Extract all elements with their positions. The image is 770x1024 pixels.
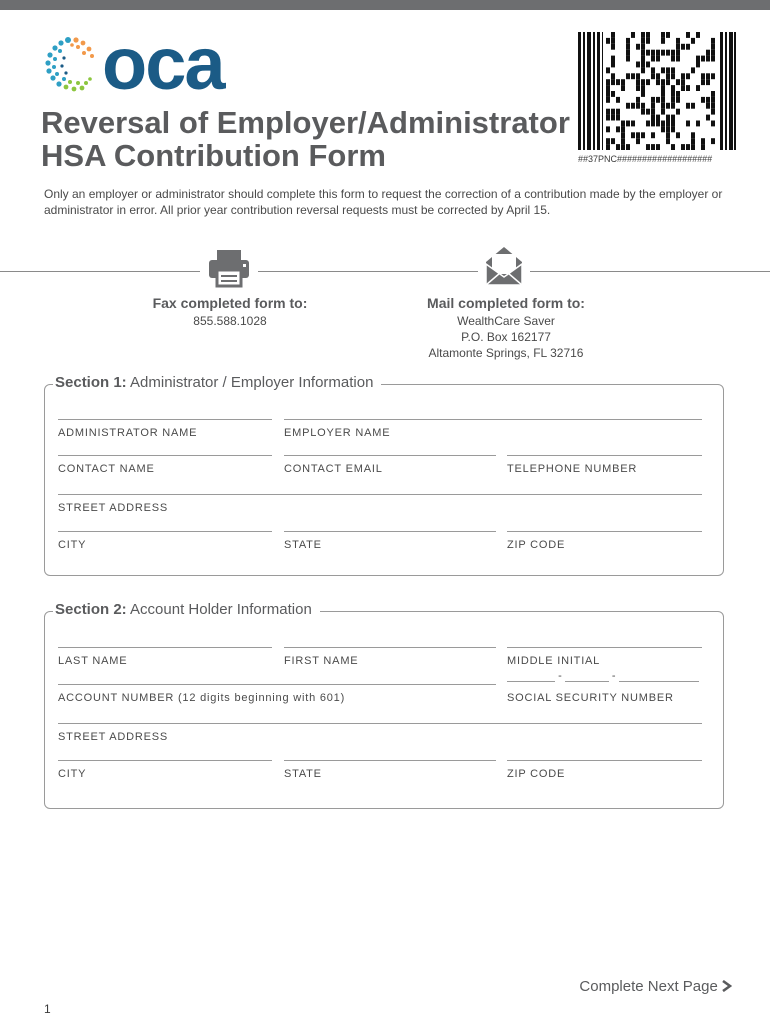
complete-next-page-label: Complete Next Page: [579, 978, 718, 995]
ssn-input-segments[interactable]: [507, 670, 699, 682]
first-name-label: FIRST NAME: [284, 655, 359, 667]
telephone-number-label: TELEPHONE NUMBER: [507, 463, 638, 475]
state-label: STATE: [284, 539, 322, 551]
logo-wordmark: oca: [102, 22, 224, 105]
section-1-title: [53, 374, 381, 392]
mail-line-1: WealthCare Saver: [457, 314, 555, 328]
middle-initial-field[interactable]: [507, 647, 702, 667]
barcode-image: [578, 32, 736, 150]
administrator-name-label: ADMINISTRATOR NAME: [58, 427, 198, 439]
section-2: [44, 601, 724, 809]
mail-heading: Mail completed form to:: [427, 295, 585, 311]
ssn-label: SOCIAL SECURITY NUMBER: [507, 692, 674, 704]
middle-initial-label: MIDDLE INITIAL: [507, 655, 601, 667]
telephone-number-field[interactable]: [507, 455, 702, 475]
contact-name-field[interactable]: [58, 455, 272, 475]
holder-city-field[interactable]: [58, 760, 272, 780]
section-2-title: [53, 601, 320, 619]
employer-name-label: EMPLOYER NAME: [284, 427, 391, 439]
street-address-label: STREET ADDRESS: [58, 502, 169, 514]
street-address-field[interactable]: [58, 494, 702, 514]
contact-email-field[interactable]: [284, 455, 496, 475]
holder-street-address-label: STREET ADDRESS: [58, 731, 169, 743]
city-field[interactable]: [58, 531, 272, 551]
page-title: [41, 106, 570, 172]
complete-next-page-link[interactable]: [579, 978, 732, 995]
envelope-icon: [483, 244, 525, 288]
mail-line-3: Altamonte Springs, FL 32716: [428, 346, 584, 360]
administrator-name-field[interactable]: [58, 419, 272, 439]
logo-mark-icon: [42, 34, 102, 96]
contact-name-label: CONTACT NAME: [58, 463, 155, 475]
holder-zip-code-label: ZIP CODE: [507, 768, 566, 780]
section-2-number: Section 2:: [55, 601, 127, 618]
section-1-heading: Administrator / Employer Information: [130, 374, 374, 391]
first-name-field[interactable]: [284, 647, 496, 667]
employer-name-field[interactable]: [284, 419, 702, 439]
oca-logo: [42, 22, 242, 105]
account-number-field[interactable]: [58, 684, 496, 704]
ssn-field: [507, 684, 702, 704]
ssn-separator-1: -: [558, 670, 562, 682]
title-line-1: Reversal of Employer/Administrator: [41, 105, 570, 140]
city-label: CITY: [58, 539, 87, 551]
ssn-separator-2: -: [611, 670, 616, 682]
divider-left: [0, 271, 200, 272]
state-field[interactable]: [284, 531, 496, 551]
holder-zip-code-field[interactable]: [507, 760, 702, 780]
divider-right: [530, 271, 770, 272]
section-1-number: Section 1:: [55, 374, 127, 391]
zip-code-label: ZIP CODE: [507, 539, 566, 551]
holder-street-address-field[interactable]: [58, 723, 702, 743]
barcode-label: ##37PNC###################: [578, 154, 713, 164]
printer-icon: [207, 248, 251, 288]
contact-email-label: CONTACT EMAIL: [284, 463, 383, 475]
top-bar: [0, 0, 770, 10]
last-name-field[interactable]: [58, 647, 272, 667]
section-1: [44, 374, 724, 576]
page-number: 1: [44, 1002, 51, 1016]
zip-code-field[interactable]: [507, 531, 702, 551]
fax-heading: Fax completed form to:: [152, 295, 308, 311]
intro-text: Only an employer or administrator should complete this form to request the correction of a contribution made by the employer or administrator in error. All prior year contribution reversal requests must be corrected by April 15.: [44, 187, 723, 217]
holder-state-field[interactable]: [284, 760, 496, 780]
fax-block: [130, 294, 330, 329]
divider-middle: [258, 271, 478, 272]
chevron-right-icon: [722, 980, 732, 992]
last-name-label: LAST NAME: [58, 655, 128, 667]
fax-number: 855.588.1028: [193, 314, 267, 328]
mail-block: [396, 294, 616, 361]
holder-city-label: CITY: [58, 768, 87, 780]
holder-state-label: STATE: [284, 768, 322, 780]
mail-line-2: P.O. Box 162177: [461, 330, 551, 344]
section-2-heading: Account Holder Information: [130, 601, 312, 618]
title-line-2: HSA Contribution Form: [41, 138, 386, 173]
account-number-label: ACCOUNT NUMBER (12 digits beginning with 601): [58, 692, 346, 704]
